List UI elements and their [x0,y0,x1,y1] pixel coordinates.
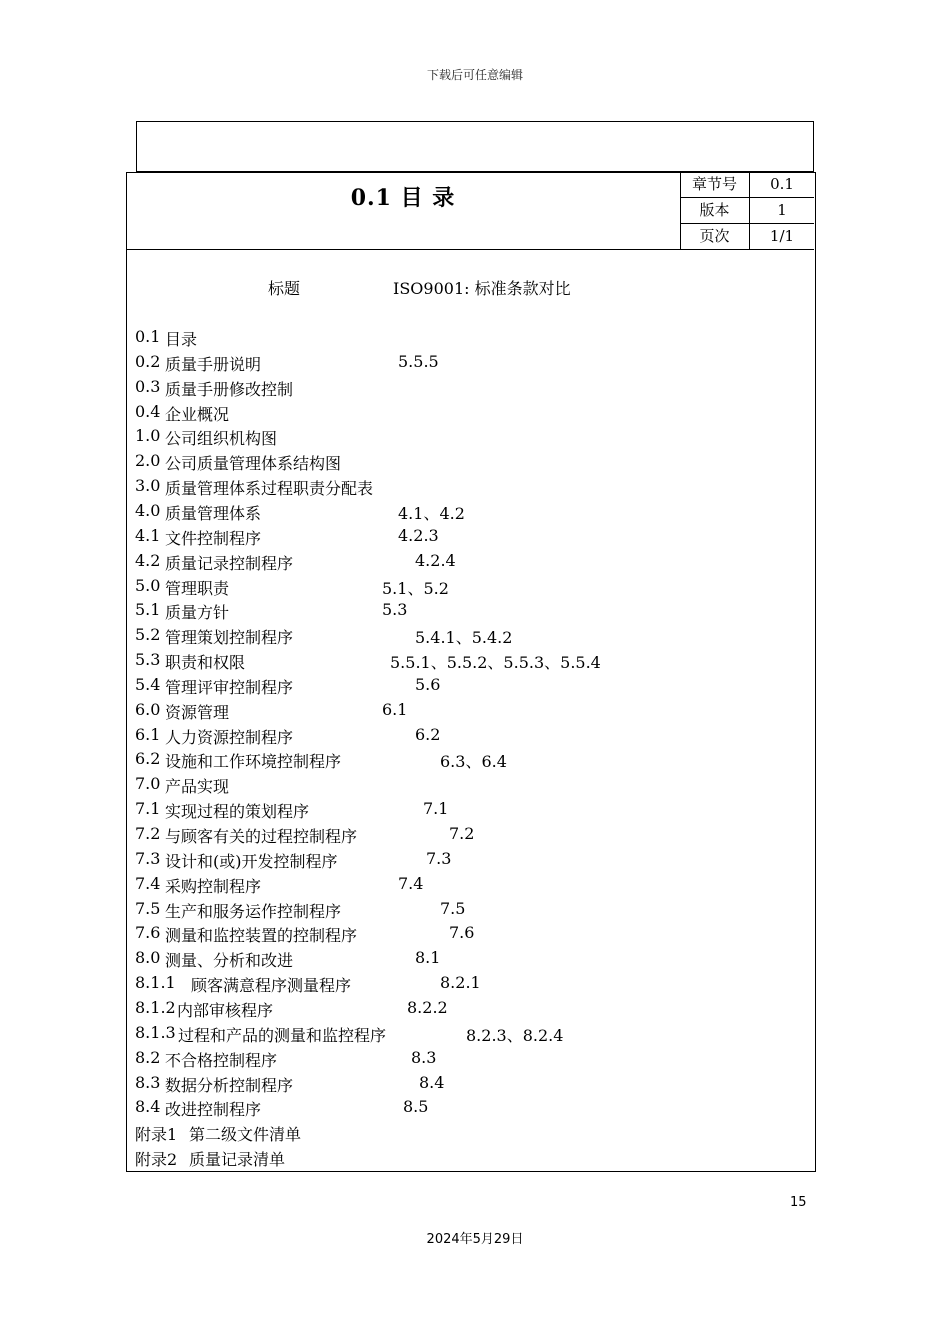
toc-clause: 8.3 [411,1047,437,1067]
page-number: 15 [790,1195,807,1210]
toc-title: 质量管理体系过程职责分配表 [165,479,374,499]
toc-clause: 8.2.3、8.2.4 [466,1025,564,1045]
toc-number: 7.1 [135,799,161,819]
toc-title: 管理职责 [165,578,230,598]
toc-number: 7.4 [135,873,161,893]
toc-clause: 6.1 [382,699,408,719]
toc-number: 附录1 [135,1125,178,1145]
toc-title: 资源管理 [165,702,230,722]
toc-number: 1.0 [135,426,161,446]
toc-number: 0.3 [135,376,161,396]
toc-clause: 7.5 [440,898,466,918]
toc-clause: 8.5 [403,1097,429,1117]
meta-value: 0.1 [770,175,794,193]
meta-label: 版本 [680,198,750,223]
meta-value: 1/1 [769,227,795,245]
toc-clause: 8.4 [419,1072,445,1092]
meta-row-chapter [680,172,814,198]
toc-clause: 5.5.1、5.5.2、5.5.3、5.5.4 [390,653,601,673]
toc-number: 8.2 [135,1047,161,1067]
toc-clause: 5.3 [382,600,408,620]
toc-number: 5.3 [135,650,161,670]
toc-title: 公司组织机构图 [165,429,278,449]
toc-title: 与顾客有关的过程控制程序 [165,827,358,846]
toc-number: 0.4 [135,401,161,421]
toc-title: 顾客满意程序测量程序 [191,976,352,996]
toc-clause: 5.6 [415,674,441,694]
toc-number: 4.2 [135,550,161,570]
toc-number: 7.2 [135,824,161,843]
toc-title: 设计和(或)开发控制程序 [165,851,338,871]
toc-number: 6.2 [135,749,161,769]
toc-clause: 7.1 [423,799,449,819]
toc-number: 4.1 [135,525,161,545]
toc-clause: 5.1、5.2 [382,578,449,598]
meta-label: 章节号 [680,172,750,197]
toc-clause: 7.2 [449,824,475,843]
toc-number: 0.2 [135,351,161,371]
toc-number: 8.0 [135,948,161,968]
toc-clause: 8.1 [415,948,441,968]
toc-title: 不合格控制程序 [165,1050,278,1070]
column-header-title: 标题 [268,279,301,298]
toc-title: 内部审核程序 [177,1000,274,1020]
toc-clause: 7.6 [449,923,475,943]
toc-number: 2.0 [135,451,161,471]
toc-number: 7.0 [135,774,161,794]
toc-number: 7.5 [135,898,161,918]
toc-title: 采购控制程序 [165,876,262,896]
toc-title: 测量、分析和改进 [165,951,294,971]
toc-title: 文件控制程序 [165,528,262,548]
toc-title: 数据分析控制程序 [165,1075,294,1095]
toc-number: 6.1 [135,724,161,744]
toc-title: 改进控制程序 [165,1100,262,1120]
toc-title: 质量记录控制程序 [165,553,294,573]
footer-date: 2024年5月29日 [426,1232,524,1247]
toc-title: 过程和产品的测量和监控程序 [178,1025,387,1045]
toc-number: 7.3 [135,848,161,868]
page-title: 0.1 目 录 [350,185,456,211]
toc-title: 产品实现 [165,777,230,797]
toc-title: 管理策划控制程序 [165,628,294,648]
toc-title: 质量管理体系 [165,503,262,523]
toc-title: 质量手册修改控制 [165,379,294,399]
meta-row-page [680,224,814,250]
toc-number: 8.1.3 [135,1022,176,1042]
toc-number: 8.1.1 [135,973,176,993]
meta-value: 1 [777,201,787,219]
toc-title: 人力资源控制程序 [165,727,294,747]
toc-number: 5.1 [135,600,161,620]
toc-title: 设施和工作环境控制程序 [165,752,342,772]
toc-number: 附录2 [135,1150,178,1170]
toc-number: 8.3 [135,1072,161,1092]
toc-clause: 8.2.1 [440,973,481,993]
header-note: 下载后可任意编辑 [426,68,523,82]
blank-header-box [136,121,814,172]
toc-title: 生产和服务运作控制程序 [165,901,342,921]
toc-clause: 4.2.4 [415,550,456,570]
toc-title: 实现过程的策划程序 [165,802,310,822]
toc-number: 7.6 [135,923,161,943]
toc-clause: 8.2.2 [407,997,448,1017]
toc-title: 第二级文件清单 [189,1125,302,1145]
toc-number: 0.1 [135,327,161,346]
toc-title: 公司质量管理体系结构图 [165,454,342,474]
toc-title: 企业概况 [165,404,230,424]
toc-clause: 5.5.5 [398,351,439,371]
toc-title: 测量和监控装置的控制程序 [165,926,358,946]
toc-clause: 4.2.3 [398,525,439,545]
toc-clause: 4.1、4.2 [398,503,465,523]
toc-number: 3.0 [135,476,161,496]
toc-title: 质量记录清单 [189,1150,286,1170]
toc-number: 5.0 [135,575,161,595]
toc-title: 职责和权限 [165,653,246,673]
toc-title: 目录 [165,330,198,349]
toc-clause: 7.3 [426,848,452,868]
meta-label: 页次 [680,224,750,249]
toc-clause: 7.4 [398,873,424,893]
toc-number: 6.0 [135,699,161,719]
toc-number: 5.2 [135,625,161,645]
toc-title: 管理评审控制程序 [165,677,294,697]
meta-row-version [680,198,814,224]
toc-clause: 6.3、6.4 [440,752,507,772]
toc-clause: 6.2 [415,724,441,744]
toc-number: 5.4 [135,674,161,694]
toc-title: 质量手册说明 [165,354,262,374]
column-header-clause: ISO9001: 标准条款对比 [393,279,571,298]
toc-number: 4.0 [135,500,161,520]
toc-clause: 5.4.1、5.4.2 [415,628,513,648]
toc-number: 8.4 [135,1097,161,1117]
toc-title: 质量方针 [165,603,230,623]
toc-number: 8.1.2 [135,997,176,1017]
